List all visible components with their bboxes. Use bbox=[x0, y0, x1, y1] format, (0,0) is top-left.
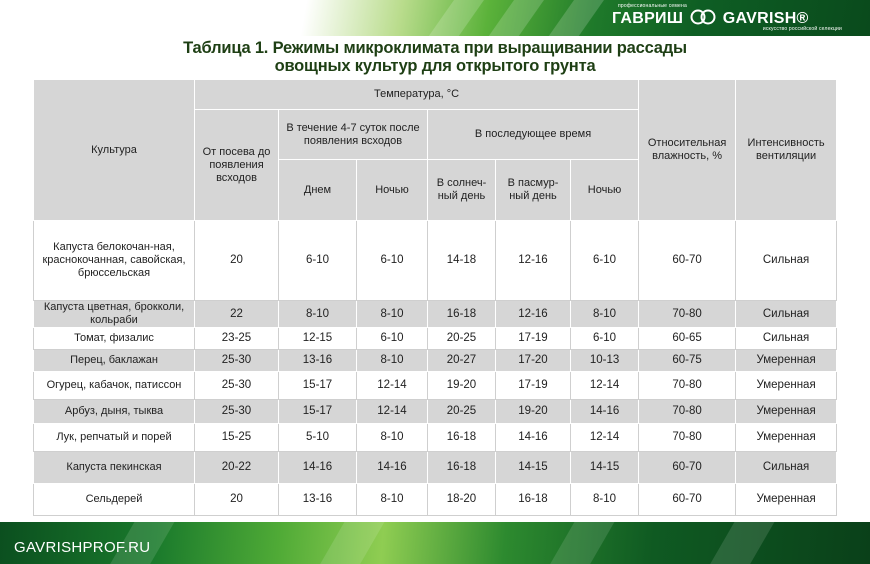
value-cell: Сильная bbox=[736, 451, 837, 483]
value-cell: 60-70 bbox=[639, 221, 736, 301]
value-cell: 8-10 bbox=[357, 423, 428, 451]
table-row bbox=[34, 399, 837, 423]
logo-brand-en: GAVRISH® bbox=[722, 10, 809, 27]
value-cell: 12-14 bbox=[357, 399, 428, 423]
header-temperature: Температура, °С bbox=[195, 80, 639, 110]
header-band bbox=[0, 0, 870, 36]
culture-cell: Капуста цветная, брокколи, кольраби bbox=[34, 301, 195, 328]
header-first-days: В течение 4-7 суток после появления всходов bbox=[279, 110, 428, 160]
value-cell: 13-16 bbox=[279, 350, 357, 372]
table-row bbox=[34, 451, 837, 483]
value-cell: 8-10 bbox=[571, 483, 639, 515]
value-cell: 12-14 bbox=[571, 423, 639, 451]
brand-logo[interactable] bbox=[612, 3, 852, 33]
value-cell: 12-14 bbox=[357, 372, 428, 399]
value-cell: 15-17 bbox=[279, 399, 357, 423]
value-cell: 6-10 bbox=[357, 221, 428, 301]
value-cell: 10-13 bbox=[571, 350, 639, 372]
culture-cell: Капуста белокочан-ная, краснокочанная, савойская, брюссельская bbox=[34, 221, 195, 301]
value-cell: 15-17 bbox=[279, 372, 357, 399]
header-night: Ночью bbox=[357, 160, 428, 221]
value-cell: 14-16 bbox=[496, 423, 571, 451]
culture-cell: Перец, баклажан bbox=[34, 350, 195, 372]
header-from-sowing: От посева до появления всходов bbox=[195, 110, 279, 221]
value-cell: 12-14 bbox=[571, 372, 639, 399]
value-cell: 8-10 bbox=[357, 483, 428, 515]
value-cell: 5-10 bbox=[279, 423, 357, 451]
value-cell: 20-25 bbox=[428, 328, 496, 350]
culture-cell: Арбуз, дыня, тыква bbox=[34, 399, 195, 423]
value-cell: 14-16 bbox=[357, 451, 428, 483]
value-cell: 25-30 bbox=[195, 350, 279, 372]
logo-tagline-bottom: искусство российской селекции bbox=[762, 26, 842, 32]
value-cell: 8-10 bbox=[357, 350, 428, 372]
logo-brand-ru: ГАВРИШ bbox=[612, 10, 684, 27]
microclimate-table bbox=[33, 79, 837, 516]
value-cell: 20 bbox=[195, 483, 279, 515]
title-line-2: овощных культур для открытого грунта bbox=[274, 57, 596, 75]
value-cell: 17-19 bbox=[496, 372, 571, 399]
value-cell: 15-25 bbox=[195, 423, 279, 451]
value-cell: 16-18 bbox=[428, 301, 496, 328]
decor-stripe bbox=[532, 0, 618, 36]
header-cloudy: В пасмур-ный день bbox=[496, 160, 571, 221]
value-cell: 70-80 bbox=[639, 423, 736, 451]
value-cell: 13-16 bbox=[279, 483, 357, 515]
decor-stripe bbox=[700, 522, 780, 564]
culture-cell: Лук, репчатый и порей bbox=[34, 423, 195, 451]
decor-stripe bbox=[472, 0, 558, 36]
value-cell: 17-20 bbox=[496, 350, 571, 372]
culture-cell: Огурец, кабачок, патиссон bbox=[34, 372, 195, 399]
value-cell: 16-18 bbox=[428, 423, 496, 451]
value-cell: 14-15 bbox=[571, 451, 639, 483]
value-cell: Умеренная bbox=[736, 350, 837, 372]
value-cell: 20-27 bbox=[428, 350, 496, 372]
table-row bbox=[34, 423, 837, 451]
header-humidity: Относительная влажность, % bbox=[639, 80, 736, 221]
footer-band bbox=[0, 522, 870, 564]
value-cell: Сильная bbox=[736, 221, 837, 301]
title-line-1: Таблица 1. Режимы микроклимата при выращивании рассады bbox=[183, 39, 687, 57]
value-cell: 19-20 bbox=[496, 399, 571, 423]
value-cell: 70-80 bbox=[639, 399, 736, 423]
site-link[interactable]: GAVRISHPROF.RU bbox=[14, 539, 151, 556]
decor-stripe bbox=[310, 522, 390, 564]
logo-tagline-top: профессиональные семена bbox=[618, 3, 687, 9]
value-cell: 8-10 bbox=[357, 301, 428, 328]
header-later: В последующее время bbox=[428, 110, 639, 160]
table-row bbox=[34, 372, 837, 399]
value-cell: 12-16 bbox=[496, 221, 571, 301]
logo-emblem-icon bbox=[690, 9, 716, 25]
value-cell: 60-75 bbox=[639, 350, 736, 372]
value-cell: 70-80 bbox=[639, 372, 736, 399]
value-cell: Умеренная bbox=[736, 372, 837, 399]
value-cell: 25-30 bbox=[195, 372, 279, 399]
value-cell: 6-10 bbox=[571, 328, 639, 350]
header-sunny: В солнеч-ный день bbox=[428, 160, 496, 221]
value-cell: Сильная bbox=[736, 301, 837, 328]
value-cell: 17-19 bbox=[496, 328, 571, 350]
value-cell: 12-16 bbox=[496, 301, 571, 328]
culture-cell: Сельдерей bbox=[34, 483, 195, 515]
value-cell: 20-25 bbox=[428, 399, 496, 423]
value-cell: 6-10 bbox=[279, 221, 357, 301]
value-cell: 25-30 bbox=[195, 399, 279, 423]
decor-stripe bbox=[540, 522, 620, 564]
value-cell: Умеренная bbox=[736, 399, 837, 423]
value-cell: 22 bbox=[195, 301, 279, 328]
value-cell: 23-25 bbox=[195, 328, 279, 350]
table-row bbox=[34, 350, 837, 372]
value-cell: 20 bbox=[195, 221, 279, 301]
page-title bbox=[0, 39, 870, 75]
table-row bbox=[34, 221, 837, 301]
header-ventilation: Интенсивность вентиляции bbox=[736, 80, 837, 221]
table-row bbox=[34, 301, 837, 328]
value-cell: 8-10 bbox=[571, 301, 639, 328]
value-cell: 14-16 bbox=[571, 399, 639, 423]
value-cell: 60-65 bbox=[639, 328, 736, 350]
value-cell: 16-18 bbox=[496, 483, 571, 515]
value-cell: 70-80 bbox=[639, 301, 736, 328]
value-cell: Сильная bbox=[736, 328, 837, 350]
header-culture: Культура bbox=[34, 80, 195, 221]
value-cell: 60-70 bbox=[639, 483, 736, 515]
decor-stripe bbox=[412, 0, 498, 36]
value-cell: 12-15 bbox=[279, 328, 357, 350]
table-row bbox=[34, 483, 837, 515]
value-cell: 14-15 bbox=[496, 451, 571, 483]
value-cell: 14-16 bbox=[279, 451, 357, 483]
value-cell: 8-10 bbox=[279, 301, 357, 328]
culture-cell: Капуста пекинская bbox=[34, 451, 195, 483]
value-cell: 6-10 bbox=[357, 328, 428, 350]
value-cell: 16-18 bbox=[428, 451, 496, 483]
table-row bbox=[34, 328, 837, 350]
value-cell: 60-70 bbox=[639, 451, 736, 483]
value-cell: 14-18 bbox=[428, 221, 496, 301]
value-cell: Умеренная bbox=[736, 423, 837, 451]
value-cell: 19-20 bbox=[428, 372, 496, 399]
value-cell: Умеренная bbox=[736, 483, 837, 515]
header-night-later: Ночью bbox=[571, 160, 639, 221]
culture-cell: Томат, физалис bbox=[34, 328, 195, 350]
header-day: Днем bbox=[279, 160, 357, 221]
value-cell: 20-22 bbox=[195, 451, 279, 483]
value-cell: 6-10 bbox=[571, 221, 639, 301]
value-cell: 18-20 bbox=[428, 483, 496, 515]
